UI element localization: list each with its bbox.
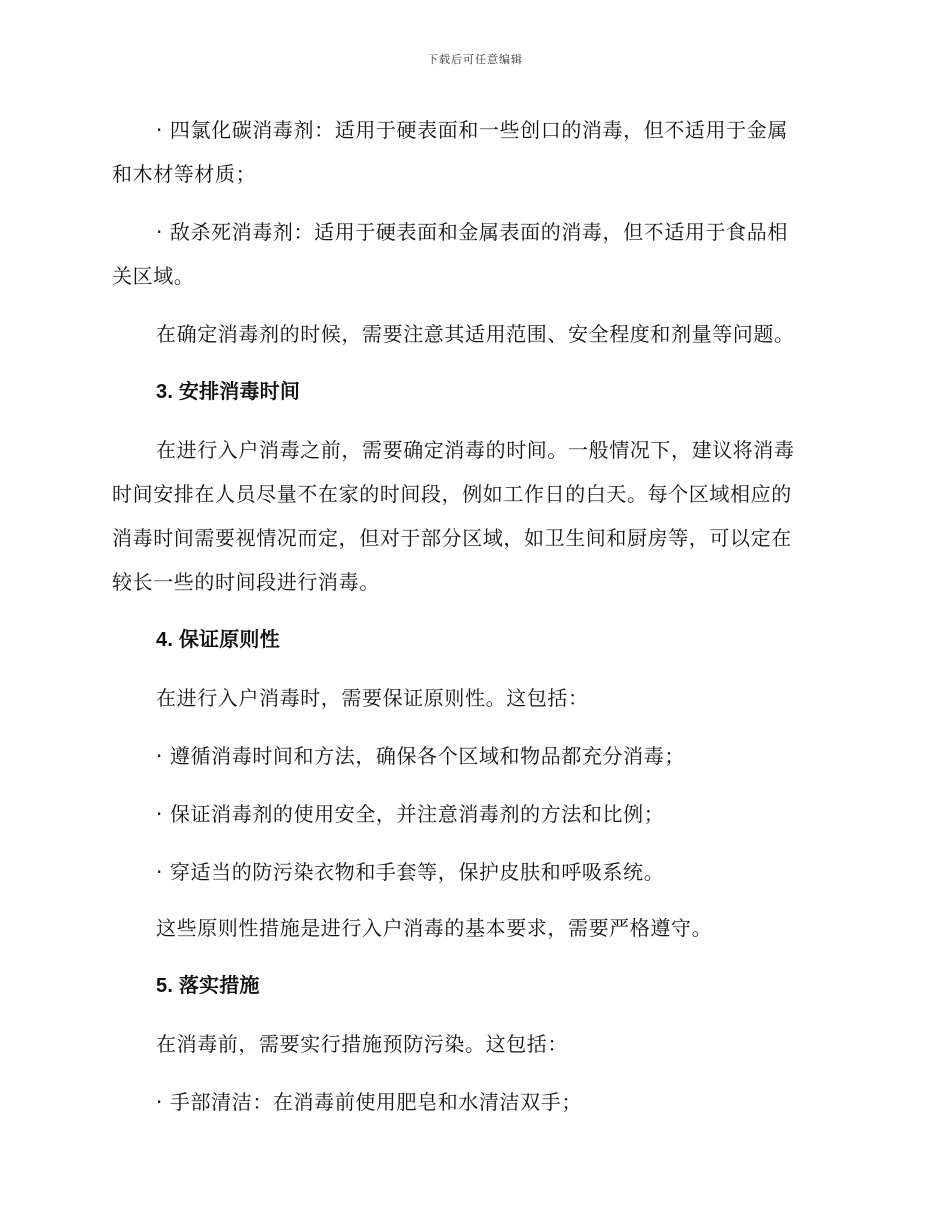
paragraph-line: 这些原则性措施是进行入户消毒的基本要求，需要严格遵守。	[156, 916, 713, 940]
paragraph-line: 在确定消毒剂的时候，需要注意其适用范围、安全程度和剂量等问题。	[156, 322, 795, 346]
paragraph-line: · 四氯化碳消毒剂：适用于硬表面和一些创口的消毒，但不适用于金属	[156, 118, 788, 142]
paragraph-line: 消毒时间需要视情况而定，但对于部分区域，如卫生间和厨房等，可以定在	[112, 526, 792, 550]
paragraph-line: 在进行入户消毒之前，需要确定消毒的时间。一般情况下，建议将消毒	[156, 438, 795, 462]
bullet-item: · 穿适当的防污染衣物和手套等，保护皮肤和呼吸系统。	[156, 860, 665, 884]
paragraph-line: · 敌杀死消毒剂：适用于硬表面和金属表面的消毒，但不适用于食品相	[156, 220, 788, 244]
section-heading: 5. 落实措施	[156, 975, 260, 997]
paragraph-line: 在消毒前，需要实行措施预防污染。这包括：	[156, 1032, 568, 1056]
bullet-item: · 保证消毒剂的使用安全，并注意消毒剂的方法和比例；	[156, 802, 665, 826]
bullet-item: · 手部清洁：在消毒前使用肥皂和水清洁双手；	[156, 1090, 582, 1114]
paragraph-line: 较长一些的时间段进行消毒。	[112, 570, 380, 594]
section-heading: 3. 安排消毒时间	[156, 381, 301, 403]
section-heading: 4. 保证原则性	[156, 629, 280, 651]
paragraph-line: 时间安排在人员尽量不在家的时间段，例如工作日的白天。每个区域相应的	[112, 482, 792, 506]
page-header: 下载后可任意编辑	[427, 53, 523, 66]
bullet-item: · 遵循消毒时间和方法，确保各个区域和物品都充分消毒；	[156, 744, 685, 768]
paragraph-line: 在进行入户消毒时，需要保证原则性。这包括：	[156, 686, 589, 710]
paragraph-line: 关区域。	[112, 264, 195, 288]
paragraph-line: 和木材等材质；	[112, 162, 257, 186]
